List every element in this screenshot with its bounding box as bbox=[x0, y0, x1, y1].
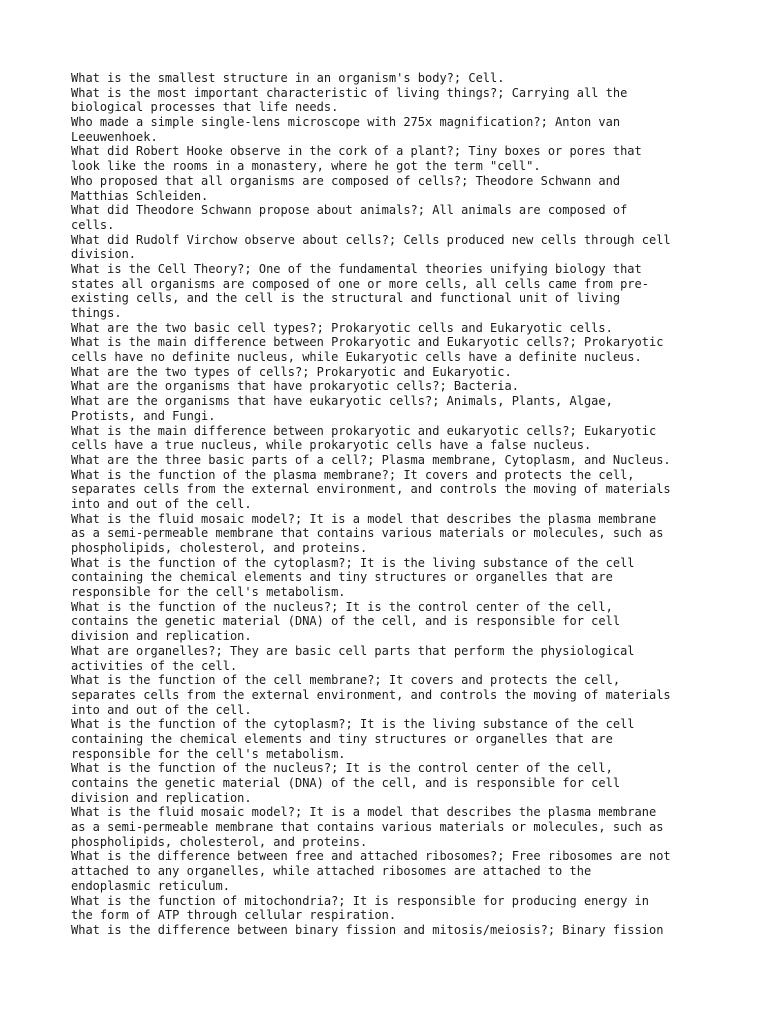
text-line: cells. bbox=[71, 217, 115, 232]
text-line: into and out of the cell. bbox=[71, 496, 252, 511]
text-line: as a semi-permeable membrane that contains various materials or molecules, such as bbox=[71, 820, 664, 835]
text-line: What are organelles?; They are basic cell parts that perform the physiological bbox=[71, 643, 635, 658]
text-line: endoplasmic reticulum. bbox=[71, 878, 230, 893]
text-line: What is the function of the cell membrane?; It covers and protects the cell, bbox=[71, 673, 621, 688]
text-line: What did Theodore Schwann propose about animals?; All animals are composed of bbox=[71, 203, 628, 218]
text-line: What is the most important characteristic of living things?; Carrying all the bbox=[71, 85, 628, 100]
text-line: What is the main difference between prokaryotic and eukaryotic cells?; Eukaryotic bbox=[71, 423, 657, 438]
text-line: What are the organisms that have eukaryotic cells?; Animals, Plants, Algae, bbox=[71, 394, 613, 409]
document-text bbox=[71, 71, 711, 938]
text-line: What is the fluid mosaic model?; It is a model that describes the plasma membrane bbox=[71, 511, 657, 526]
text-line: What is the difference between binary fission and mitosis/meiosis?; Binary fission bbox=[71, 922, 664, 937]
text-line: division and replication. bbox=[71, 790, 252, 805]
text-line: What did Robert Hooke observe in the cork of a plant?; Tiny boxes or pores that bbox=[71, 144, 642, 159]
text-line: responsible for the cell's metabolism. bbox=[71, 746, 346, 761]
text-line: Leeuwenhoek. bbox=[71, 129, 158, 144]
text-line: attached to any organelles, while attached ribosomes are attached to the bbox=[71, 864, 592, 879]
text-line: as a semi-permeable membrane that contains various materials or molecules, such as bbox=[71, 526, 664, 541]
text-line: into and out of the cell. bbox=[71, 702, 252, 717]
text-line: What is the function of the plasma membrane?; It covers and protects the cell, bbox=[71, 467, 635, 482]
text-line: What is the function of the nucleus?; It is the control center of the cell, bbox=[71, 599, 613, 614]
text-line: responsible for the cell's metabolism. bbox=[71, 585, 346, 600]
text-line: Protists, and Fungi. bbox=[71, 408, 216, 423]
text-line: What are the organisms that have prokaryotic cells?; Bacteria. bbox=[71, 379, 519, 394]
text-line: look like the rooms in a monastery, where he got the term "cell". bbox=[71, 159, 541, 174]
text-line: Who made a simple single-lens microscope with 275x magnification?; Anton van bbox=[71, 115, 621, 130]
text-line: contains the genetic material (DNA) of the cell, and is responsible for cell bbox=[71, 614, 621, 629]
text-line: phospholipids, cholesterol, and proteins. bbox=[71, 834, 368, 849]
text-line: What is the function of mitochondria?; It is responsible for producing energy in bbox=[71, 893, 649, 908]
text-line: containing the chemical elements and tiny structures or organelles that are bbox=[71, 570, 613, 585]
text-line: division and replication. bbox=[71, 629, 252, 644]
text-line: containing the chemical elements and tiny structures or organelles that are bbox=[71, 731, 613, 746]
text-line: things. bbox=[71, 306, 122, 320]
text-line: What are the two basic cell types?; Prokaryotic cells and Eukaryotic cells. bbox=[71, 320, 613, 335]
text-line: What is the smallest structure in an organism's body?; Cell. bbox=[71, 71, 505, 85]
text-line: separates cells from the external environment, and controls the moving of materials bbox=[71, 687, 671, 702]
text-line: What did Rudolf Virchow observe about cells?; Cells produced new cells through cell bbox=[71, 232, 671, 247]
text-line: What are the two types of cells?; Prokaryotic and Eukaryotic. bbox=[71, 364, 512, 379]
text-line: phospholipids, cholesterol, and proteins. bbox=[71, 541, 368, 555]
text-line: What is the fluid mosaic model?; It is a model that describes the plasma membrane bbox=[71, 805, 657, 820]
text-line: division. bbox=[71, 247, 137, 262]
text-line: Matthias Schleiden. bbox=[71, 188, 209, 203]
text-line: cells have no definite nucleus, while Eukaryotic cells have a definite nucleus. bbox=[71, 350, 642, 365]
text-line: What is the difference between free and attached ribosomes?; Free ribosomes are not bbox=[71, 849, 671, 864]
text-line: biological processes that life needs. bbox=[71, 100, 339, 115]
text-line: What is the function of the nucleus?; It is the control center of the cell, bbox=[71, 761, 613, 776]
text-line: What is the function of the cytoplasm?; It is the living substance of the cell bbox=[71, 555, 635, 570]
text-line: separates cells from the external environment, and controls the moving of materials bbox=[71, 482, 671, 497]
text-line: the form of ATP through cellular respiration. bbox=[71, 908, 397, 923]
text-line: What is the Cell Theory?; One of the fundamental theories unifying biology that bbox=[71, 261, 642, 276]
text-line: Who proposed that all organisms are composed of cells?; Theodore Schwann and bbox=[71, 173, 621, 188]
text-line: What is the main difference between Prokaryotic and Eukaryotic cells?; Prokaryotic bbox=[71, 335, 664, 350]
text-line: states all organisms are composed of one or more cells, all cells came from pre- bbox=[71, 276, 649, 291]
text-line: cells have a true nucleus, while prokaryotic cells have a false nucleus. bbox=[71, 438, 592, 453]
text-line: contains the genetic material (DNA) of the cell, and is responsible for cell bbox=[71, 776, 621, 790]
text-line: What are the three basic parts of a cell?; Plasma membrane, Cytoplasm, and Nucleus. bbox=[71, 452, 671, 467]
text-line: activities of the cell. bbox=[71, 658, 238, 673]
text-line: What is the function of the cytoplasm?; It is the living substance of the cell bbox=[71, 717, 635, 732]
text-line: existing cells, and the cell is the structural and functional unit of living bbox=[71, 291, 621, 306]
